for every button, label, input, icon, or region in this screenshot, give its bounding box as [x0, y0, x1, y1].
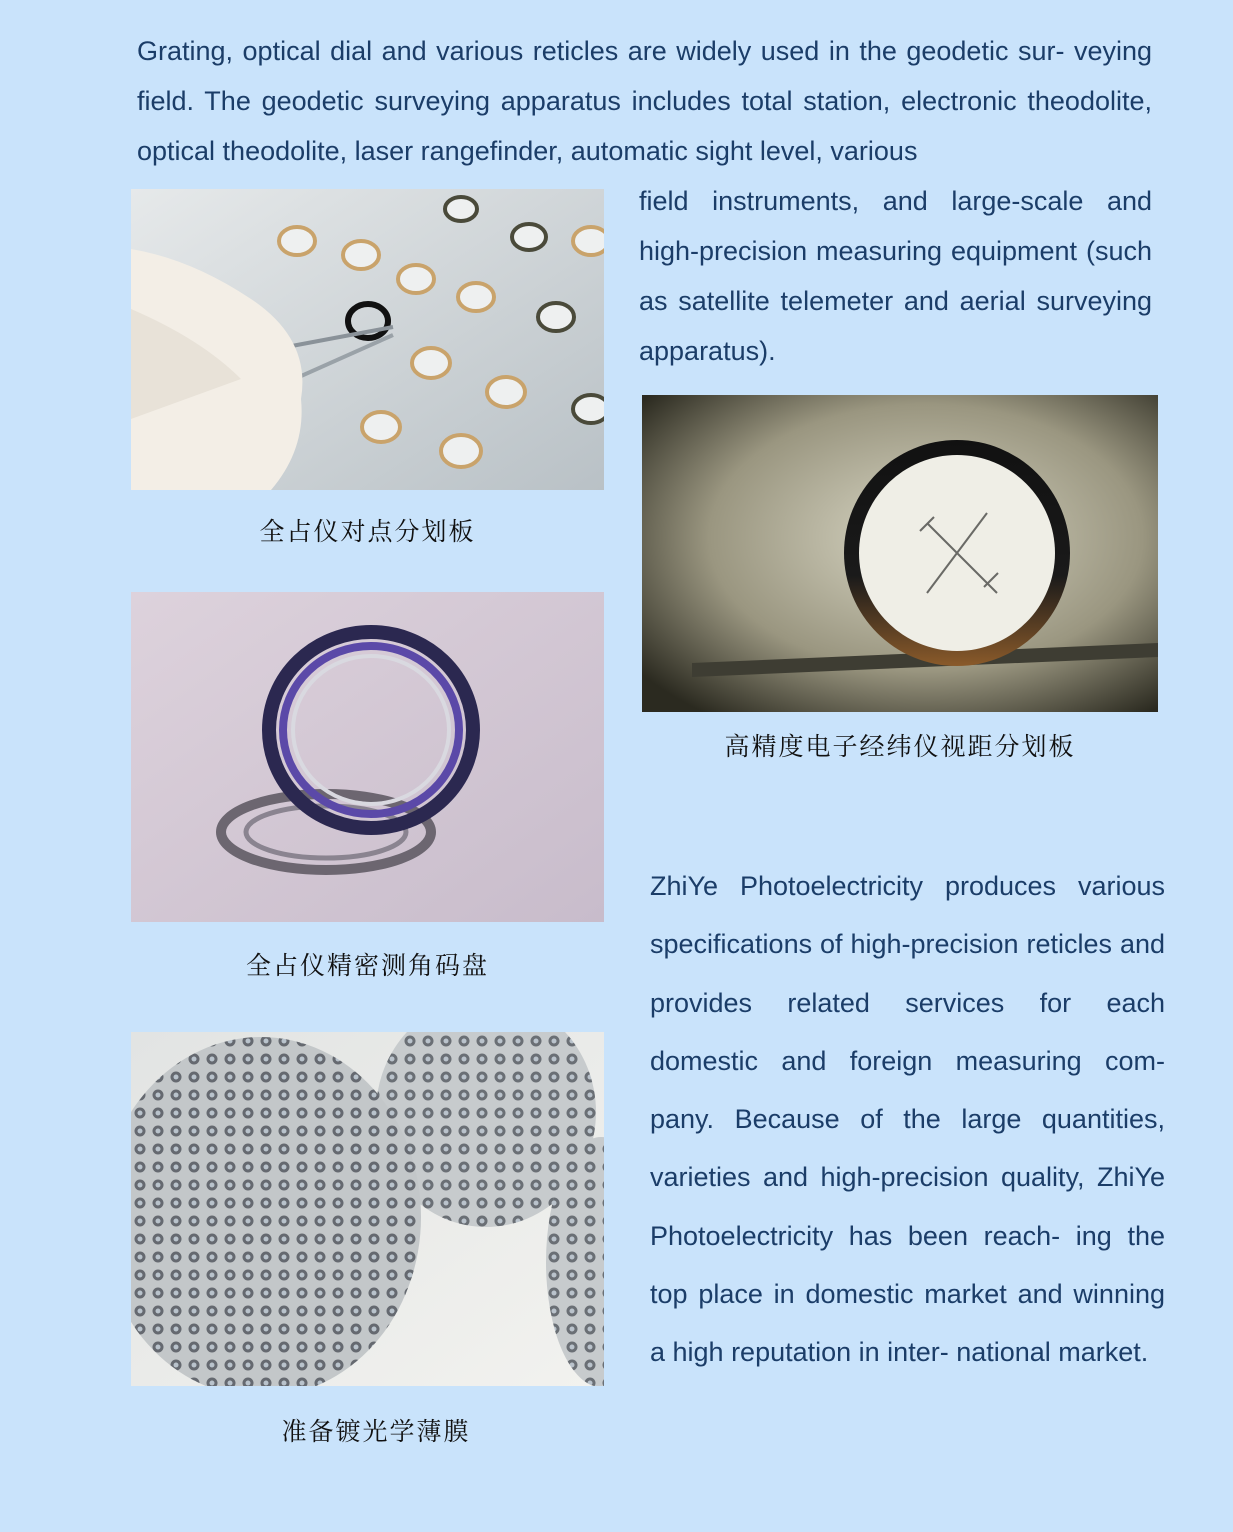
figure-caption-2: 高精度电子经纬仪视距分划板 [724, 732, 1076, 761]
figure-caption-4: 准备镀光学薄膜 [281, 1417, 471, 1446]
figure-caption-1: 全占仪对点分划板 [259, 517, 476, 546]
intro-paragraph-continuation: field instruments, and large-scale and high-precision measuring equipment (such as satellite telemeter and aerial surveying apparatus). [639, 186, 1152, 366]
figure-caption-3: 全占仪精密测角码盘 [245, 951, 489, 980]
intro-paragraph: Grating, optical dial and various reticles are widely used in the geodetic sur- veying field. The geodetic surveying apparatus includes total station, electronic theodolite, optical theodolite, laser rangefinder, automatic sight level, various [137, 36, 1152, 166]
company-paragraph: ZhiYe Photoelectricity produces various specifications of high-precision reticles and provides related services for each domestic and foreign measuring com- pany. Because of the large quantities, varieties and high-precision quality, ZhiYe Photoelectricity has been reach- ing the top place in domestic market and winning a high reputation in inter- national market. [650, 871, 1165, 1368]
photo-plummet-reticles [131, 189, 604, 490]
photo-stadia-reticle [642, 395, 1158, 712]
photo-coating-domes [131, 1032, 604, 1386]
photo-code-disc [131, 592, 604, 922]
